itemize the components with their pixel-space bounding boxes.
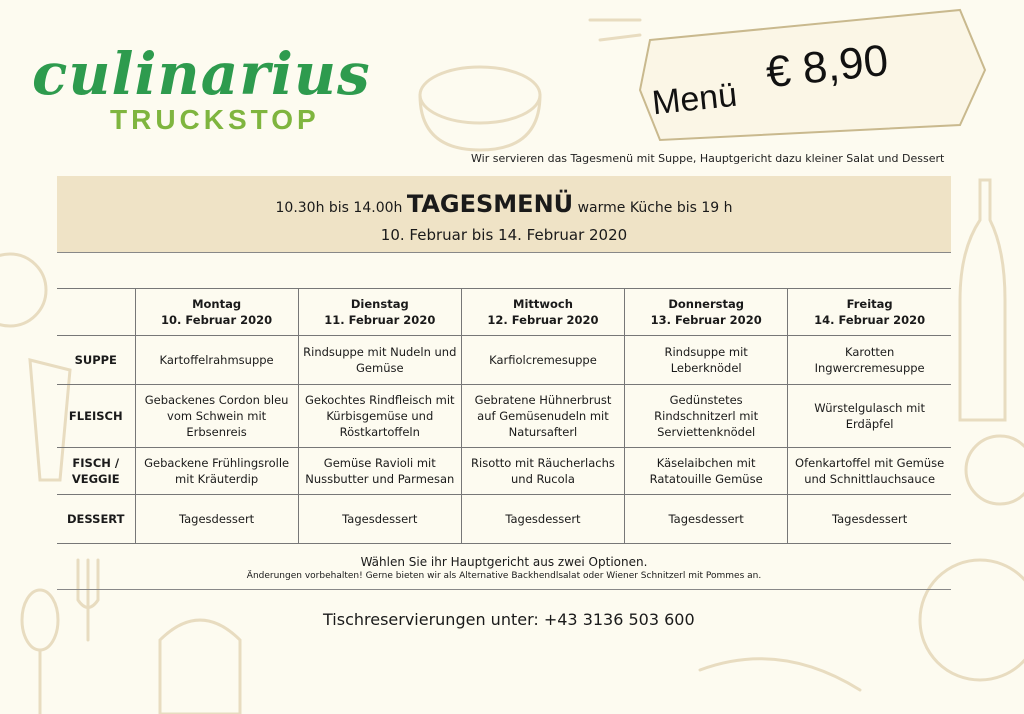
table-header-row — [57, 289, 951, 336]
date-range: 10. Februar bis 14. Februar 2020 — [380, 226, 628, 244]
logo-wordmark: culinarius — [32, 40, 371, 108]
menu-cell: Gebratene Hühnerbrust auf Gemüsenudeln mit Natursafterl — [461, 385, 624, 448]
day-date: 12. Februar 2020 — [487, 313, 599, 327]
day-date: 14. Februar 2020 — [814, 313, 926, 327]
day-name: Donnerstag — [668, 297, 744, 311]
menu-cell: Tagesdessert — [298, 495, 461, 544]
divider — [57, 589, 951, 590]
menu-cell: Rindsuppe mit Nudeln und Gemüse — [298, 336, 461, 385]
table-row — [57, 336, 951, 385]
category-label: SUPPE — [57, 336, 135, 385]
table-row — [57, 495, 951, 544]
banner-price: € 8,90 — [763, 35, 891, 98]
reservation-info: Tischreservierungen unter: +43 3136 503 600 — [323, 610, 695, 629]
category-label: DESSERT — [57, 495, 135, 544]
menu-cell: Käselaibchen mit Ratatouille Gemüse — [625, 448, 788, 495]
day-name: Freitag — [846, 297, 893, 311]
menu-cell: Karotten Ingwercremesuppe — [788, 336, 951, 385]
menu-cell: Gemüse Ravioli mit Nussbutter und Parmesan — [298, 448, 461, 495]
day-date: 13. Februar 2020 — [650, 313, 762, 327]
logo-subtitle: TRUCKSTOP — [110, 104, 320, 135]
category-label: FLEISCH — [57, 385, 135, 448]
menu-cell: Rindsuppe mit Leberknödel — [625, 336, 788, 385]
menu-cell: Tagesdessert — [625, 495, 788, 544]
menu-cell: Karfiolcremesuppe — [461, 336, 624, 385]
day-header — [788, 289, 951, 336]
day-date: 11. Februar 2020 — [324, 313, 436, 327]
day-name: Montag — [192, 297, 242, 311]
corner-cell — [57, 289, 135, 336]
serving-hours: 10.30h bis 14.00h — [275, 200, 403, 216]
day-name: Dienstag — [350, 297, 409, 311]
price-banner — [630, 10, 990, 140]
disclaimer-note: Änderungen vorbehalten! Gerne bieten wir als Alternative Backhendlsalat oder Wiener Schnitzerl mit Pommes an. — [246, 571, 762, 581]
menu-header-band — [57, 176, 951, 253]
menu-cell: Tagesdessert — [461, 495, 624, 544]
weekly-menu-table — [57, 288, 951, 544]
header-line — [57, 190, 951, 218]
menu-description: Wir servieren das Tagesmenü mit Suppe, Hauptgericht dazu kleiner Salat und Dessert — [471, 152, 945, 165]
menu-cell: Würstelgulasch mit Erdäpfel — [788, 385, 951, 448]
day-header — [135, 289, 298, 336]
menu-cell: Tagesdessert — [788, 495, 951, 544]
menu-cell: Tagesdessert — [135, 495, 298, 544]
menu-cell: Gedünstetes Rindschnitzerl mit Serviettenknödel — [625, 385, 788, 448]
menu-cell: Gebackenes Cordon bleu vom Schwein mit Erbsenreis — [135, 385, 298, 448]
table-row — [57, 448, 951, 495]
menu-cell: Kartoffelrahmsuppe — [135, 336, 298, 385]
category-label: FISCH / VEGGIE — [57, 448, 135, 495]
day-date: 10. Februar 2020 — [161, 313, 273, 327]
day-header — [298, 289, 461, 336]
kitchen-hours: warme Küche bis 19 h — [577, 200, 733, 216]
day-header — [625, 289, 788, 336]
menu-cell: Risotto mit Räucherlachs und Rucola — [461, 448, 624, 495]
day-name: Mittwoch — [513, 297, 573, 311]
menu-title: TAGESMENÜ — [406, 190, 574, 218]
banner-menu-label: Menü — [650, 75, 739, 123]
table-row — [57, 385, 951, 448]
menu-cell: Gebackene Frühlingsrolle mit Kräuterdip — [135, 448, 298, 495]
culinarius-logo — [32, 10, 371, 150]
menu-cell: Gekochtes Rindfleisch mit Kürbisgemüse und Röstkartoffeln — [298, 385, 461, 448]
day-header — [461, 289, 624, 336]
menu-cell: Ofenkartoffel mit Gemüse und Schnittlauchsauce — [788, 448, 951, 495]
main-course-note: Wählen Sie ihr Hauptgericht aus zwei Optionen. — [360, 555, 648, 569]
